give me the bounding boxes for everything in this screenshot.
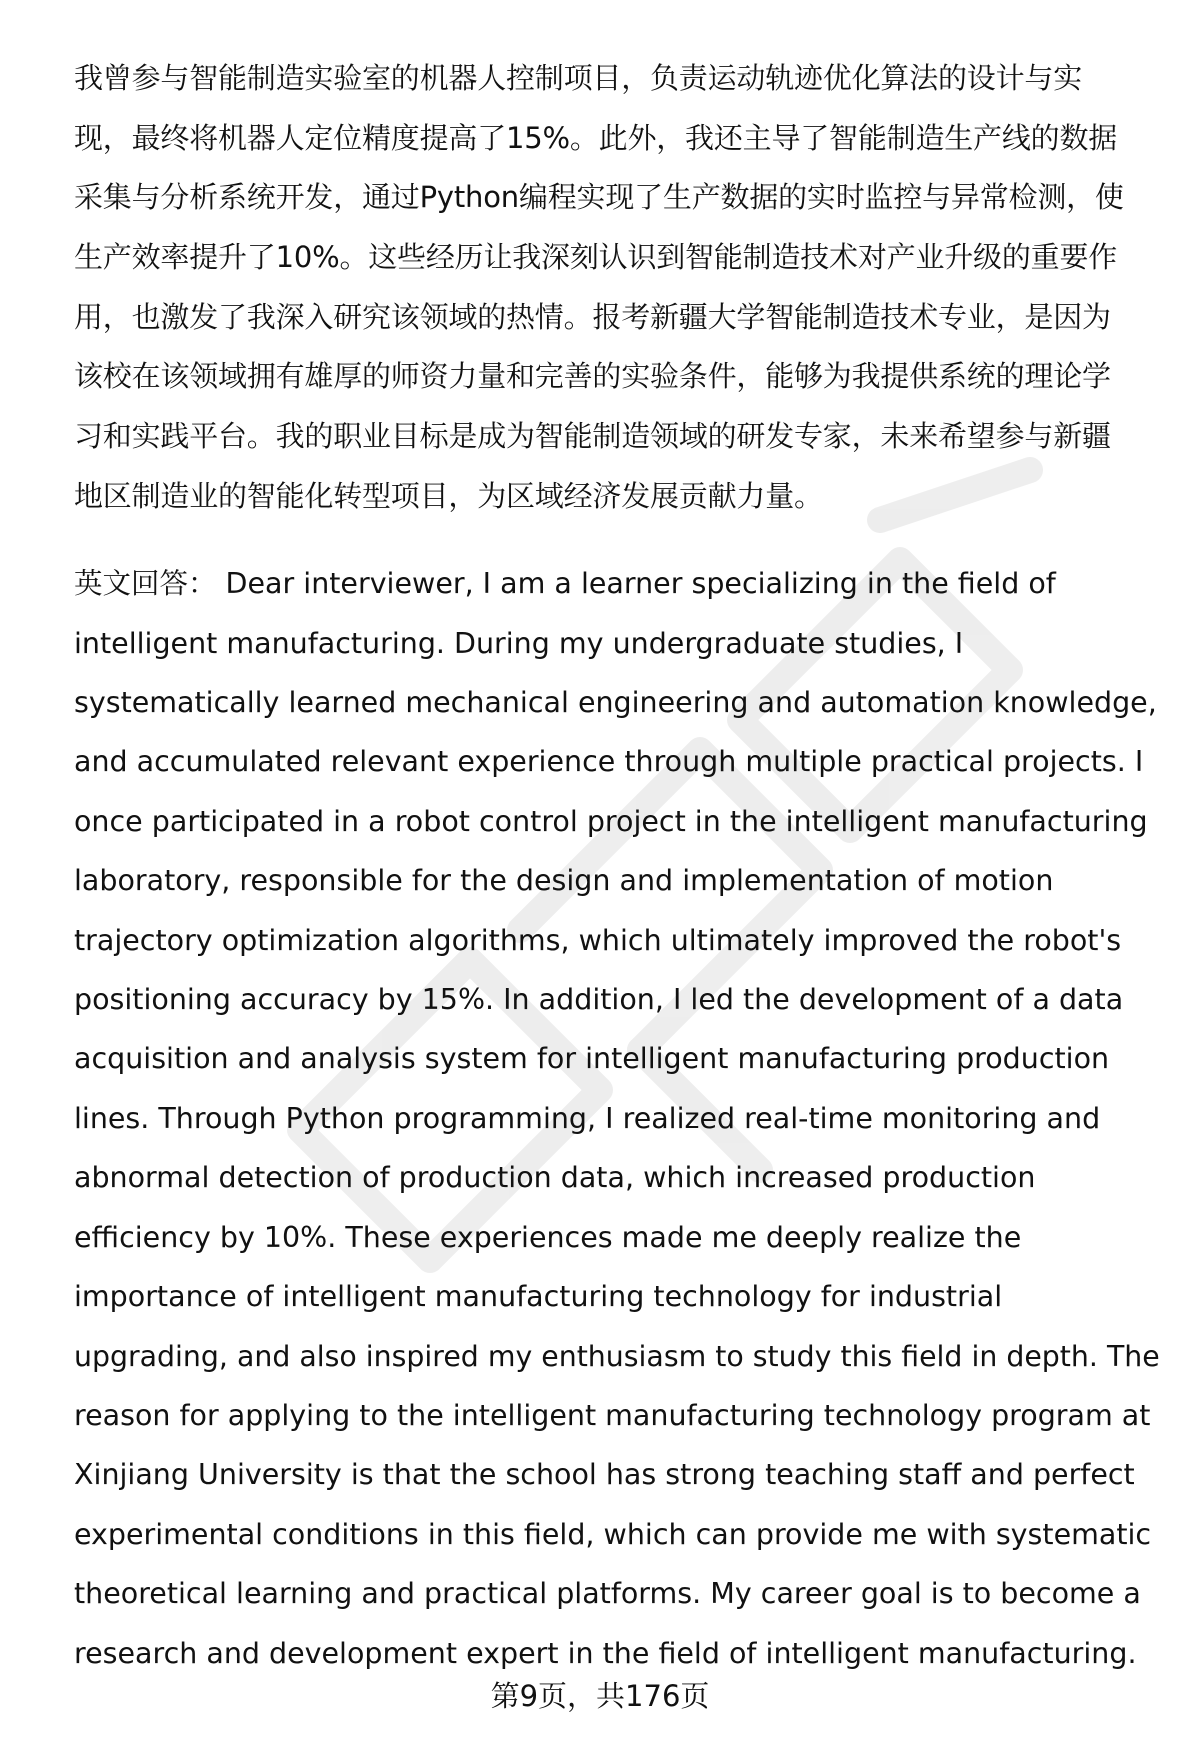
chinese-text-line: 习和实践平台。我的职业目标是成为智能制造领域的研发专家，未来希望参与新疆 <box>74 419 1111 453</box>
english-text-line: positioning accuracy by 15%. In addition, I led the development of a data <box>74 983 1124 1016</box>
english-text-line: theoretical learning and practical platforms. My career goal is to become a <box>74 1577 1141 1610</box>
english-text-line: and accumulated relevant experience through multiple practical projects. I <box>74 745 1144 778</box>
chinese-text-line: 现，最终将机器人定位精度提高了15%。此外，我还主导了智能制造生产线的数据 <box>74 121 1118 155</box>
english-text-line: abnormal detection of production data, which increased production <box>74 1161 1036 1194</box>
english-text-line: laboratory, responsible for the design and implementation of motion <box>74 864 1054 897</box>
english-text-line: 英文回答： Dear interviewer, I am a learner specializing in the field of <box>74 567 1056 600</box>
english-text-line: systematically learned mechanical engineering and automation knowledge, <box>74 686 1157 719</box>
chinese-text-line: 该校在该领域拥有雄厚的师资力量和完善的实验条件，能够为我提供系统的理论学 <box>74 359 1111 393</box>
chinese-text-line: 采集与分析系统开发，通过Python编程实现了生产数据的实时监控与异常检测，使 <box>74 180 1124 214</box>
english-text-line: reason for applying to the intelligent manufacturing technology program at <box>74 1399 1151 1432</box>
english-text-line: experimental conditions in this field, which can provide me with systematic <box>74 1518 1152 1551</box>
chinese-text-line: 用，也激发了我深入研究该领域的热情。报考新疆大学智能制造技术专业，是因为 <box>74 300 1111 334</box>
english-text-line: lines. Through Python programming, I realized real-time monitoring and <box>74 1102 1101 1135</box>
english-text-line: intelligent manufacturing. During my undergraduate studies, I <box>74 627 964 660</box>
english-text-line: once participated in a robot control project in the intelligent manufacturing <box>74 805 1148 838</box>
english-text-line: upgrading, and also inspired my enthusiasm to study this field in depth. The <box>74 1340 1160 1373</box>
english-text-line: research and development expert in the field of intelligent manufacturing. <box>74 1637 1137 1670</box>
chinese-text-line: 生产效率提升了10%。这些经历让我深刻认识到智能制造技术对产业升级的重要作 <box>74 240 1118 274</box>
english-text-line: importance of intelligent manufacturing technology for industrial <box>74 1280 1003 1313</box>
chinese-text-line: 地区制造业的智能化转型项目，为区域经济发展贡献力量。 <box>74 479 823 513</box>
page-number-footer: 第9页，共176页 <box>490 1679 710 1713</box>
chinese-text-line: 我曾参与智能制造实验室的机器人控制项目，负责运动轨迹优化算法的设计与实 <box>74 61 1083 95</box>
english-text-line: efficiency by 10%. These experiences made me deeply realize the <box>74 1221 1022 1254</box>
english-text-line: acquisition and analysis system for intelligent manufacturing production <box>74 1042 1110 1075</box>
english-text-line: Xinjiang University is that the school has strong teaching staff and perfect <box>74 1458 1135 1491</box>
english-text-line: trajectory optimization algorithms, which ultimately improved the robot's <box>74 924 1122 957</box>
